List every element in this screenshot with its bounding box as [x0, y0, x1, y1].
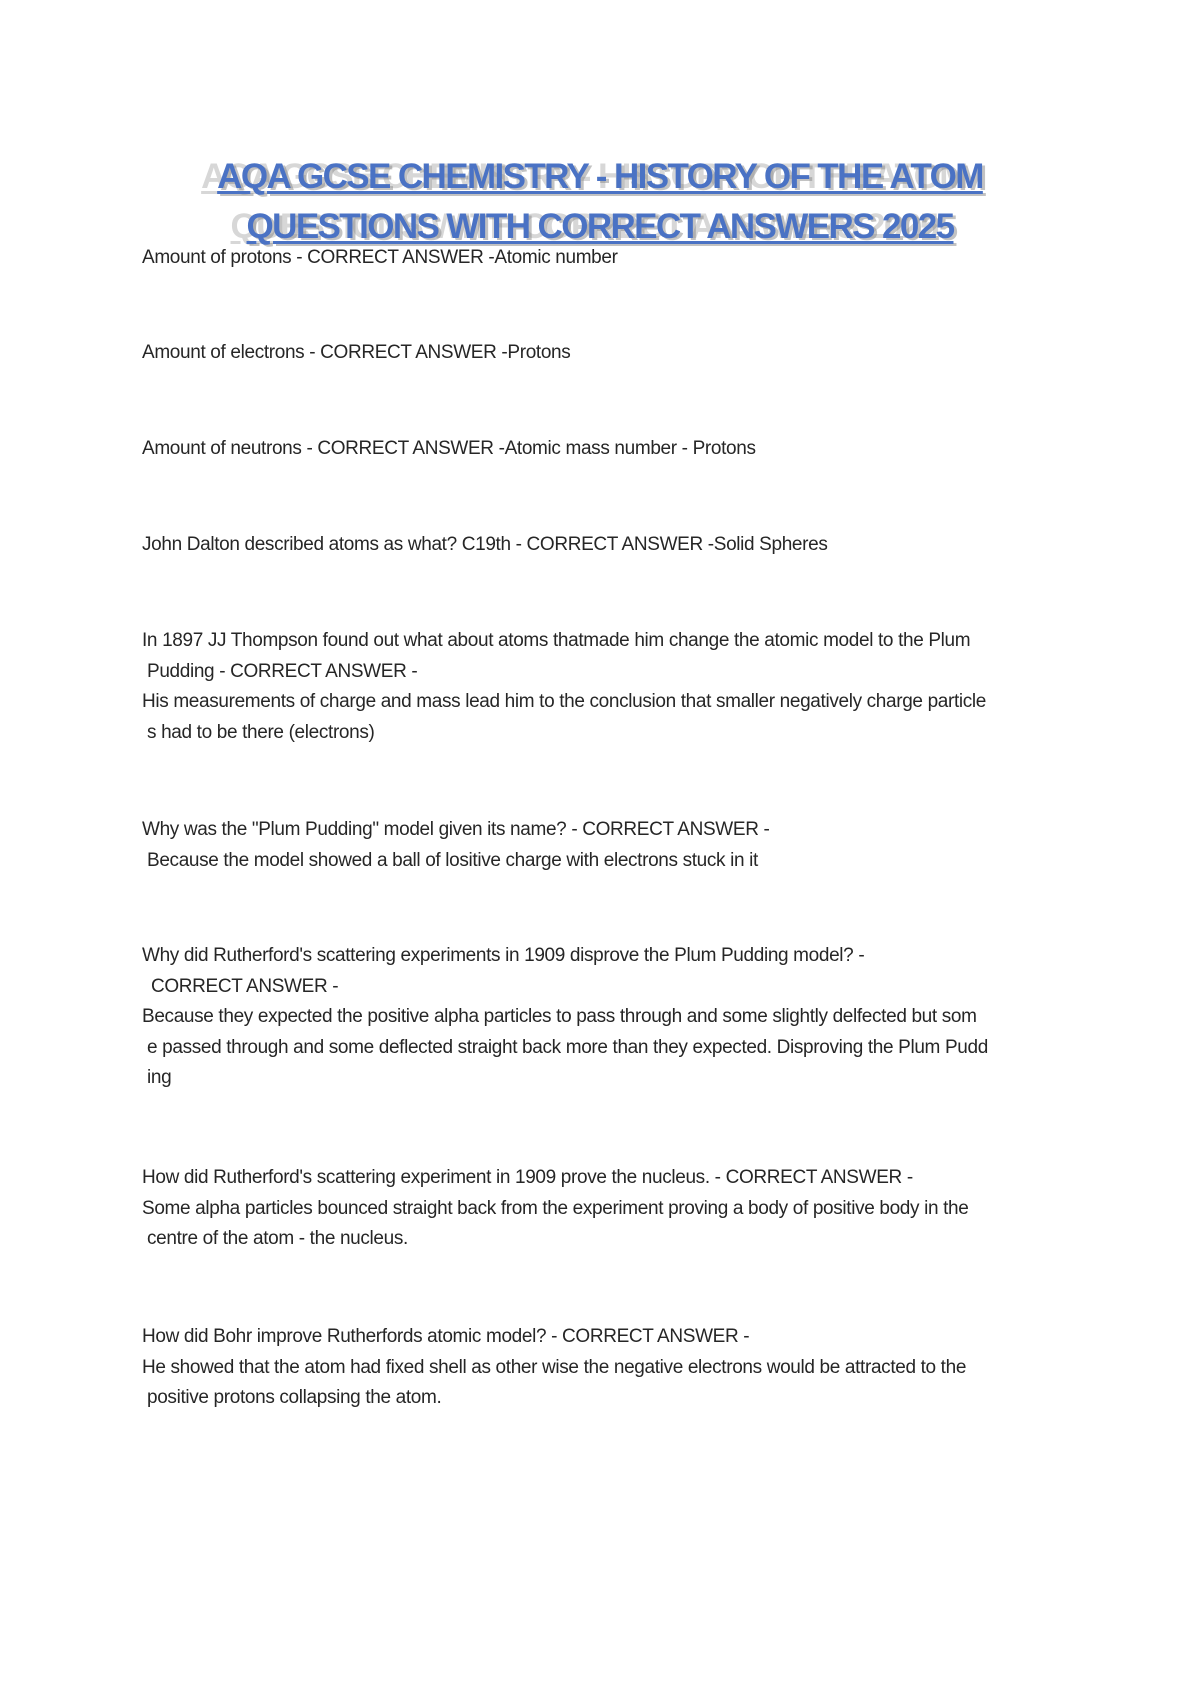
qa-item-4	[142, 530, 828, 561]
qa-line: Why was the "Plum Pudding" model given its name? - CORRECT ANSWER -	[142, 819, 770, 840]
qa-line: ing	[147, 1067, 172, 1088]
qa-line: In 1897 JJ Thompson found out what about atoms thatmade him change the atomic model to the Plum	[142, 630, 971, 651]
qa-item-7	[142, 941, 988, 1094]
qa-line: Because they expected the positive alpha particles to pass through and some slightly delfected but som	[142, 1006, 977, 1027]
qa-item-8	[142, 1163, 968, 1255]
qa-item-3	[142, 434, 756, 465]
qa-line: John Dalton described atoms as what? C19th - CORRECT ANSWER -Solid Spheres	[142, 534, 828, 555]
title-line-1: AQA GCSE CHEMISTRY - HISTORY OF THE ATOM	[217, 157, 983, 196]
qa-line: Why did Rutherford's scattering experiments in 1909 disprove the Plum Pudding model? -	[142, 945, 865, 966]
qa-line: positive protons collapsing the atom.	[147, 1387, 442, 1408]
qa-line: Amount of neutrons - CORRECT ANSWER -Atomic mass number - Protons	[142, 438, 756, 459]
qa-item-1	[142, 243, 618, 274]
qa-item-6	[142, 815, 769, 876]
qa-line: Amount of electrons - CORRECT ANSWER -Protons	[142, 342, 571, 363]
qa-line: s had to be there (electrons)	[147, 721, 375, 743]
qa-line: How did Rutherford's scattering experiment in 1909 prove the nucleus. - CORRECT ANSWER -	[142, 1167, 913, 1188]
document-title	[150, 152, 1050, 252]
qa-line: Pudding - CORRECT ANSWER -	[147, 660, 418, 682]
qa-line: Some alpha particles bounced straight back from the experiment proving a body of positive body in the	[142, 1197, 969, 1219]
qa-item-5	[142, 626, 986, 748]
qa-line: Because the model showed a ball of lositive charge with electrons stuck in it	[147, 849, 758, 871]
qa-item-9	[142, 1322, 966, 1414]
qa-item-2	[142, 338, 570, 369]
qa-line: How did Bohr improve Rutherfords atomic model? - CORRECT ANSWER -	[142, 1326, 750, 1347]
qa-line: centre of the atom - the nucleus.	[147, 1228, 408, 1249]
qa-line: He showed that the atom had fixed shell as other wise the negative electrons would be attracted to the	[142, 1356, 967, 1378]
qa-line: CORRECT ANSWER -	[151, 975, 339, 997]
qa-line: e passed through and some deflected straight back more than they expected. Disproving the Plum Pudd	[147, 1036, 988, 1058]
title-line-2: QUESTIONS WITH CORRECT ANSWERS 2025	[246, 207, 954, 246]
qa-line: Amount of protons - CORRECT ANSWER -Atomic number	[142, 247, 618, 268]
qa-line: His measurements of charge and mass lead him to the conclusion that smaller negatively charge particle	[142, 691, 987, 712]
